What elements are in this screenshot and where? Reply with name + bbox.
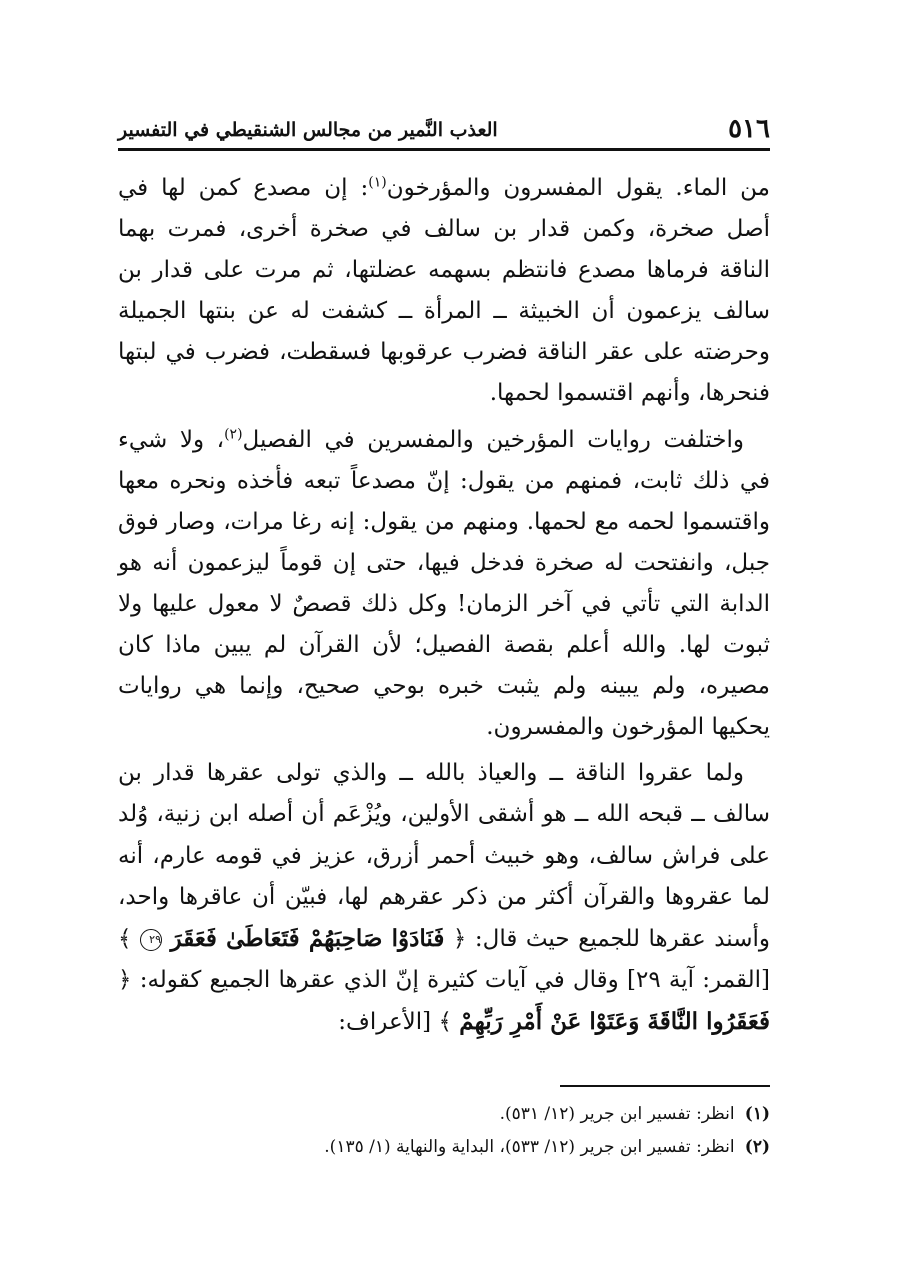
footnote-2 — [118, 1131, 770, 1164]
quran-bracket-open: ﴿ — [452, 925, 467, 952]
quran-bracket-close-2: ﴾ — [438, 1008, 452, 1035]
main-text — [118, 168, 770, 1043]
paragraph-1 — [118, 168, 770, 415]
paragraph-1-text-cont: : إن مصدع كمن لها في أصل صخرة، وكمن قدار بن سالف في صخرة أخرى، فمرت بهما الناقة فرماها مصدع فانتظم بسهمه عضلتها، ثم مرت على قدار بن سالف يزعمون أن الخبيثة ــ المرأة ــ كشفت له عن بنتها الجميلة وحرضته على عقر الناقة فضرب عرقوبها فسقطت، فضرب في لبتها فنحرها، وأنهم اقتسموا لحمها. — [118, 175, 770, 407]
footnote-2-number: (٢) — [744, 1137, 770, 1157]
paragraph-2 — [118, 420, 770, 749]
quran-verse-2: فَعَقَرُوا النَّاقَةَ وَعَتَوْا عَنْ أَمْرِ رَبِّهِمْ — [459, 1007, 770, 1035]
paragraph-3-text: ولما عقروا الناقة ــ والعياذ بالله ــ والذي تولى عقرها قدار بن سالف ــ قبحه الله ــ هو أشقى الأولين، ويُزْعَم أن أصله ابن زنية، وُلد على فراش سالف، وهو خبيث أحمر أزرق، عزيز في قومه عارم، أنه لما عقروها والقرآن أكثر من ذكر عقرهم لها، فبيّن أن عاقرها واحد، وأسند عقرها للجميع حيث قال: — [118, 760, 771, 952]
footnote-1 — [118, 1098, 770, 1131]
page-header — [118, 112, 770, 151]
paragraph-2-text-cont: ، ولا شيء في ذلك ثابت، فمنهم من يقول: إنّ مصدعاً تبعه فأخذه ونحره معها واقتسموا لحمه مع لحمها. ومنهم من يقول: إنه رغا مرات، وصار فوق جبل، وانفتحت له صخرة فدخل فيها، حتى إن قوماً ليزعمون أنه هو الدابة التي تأتي في آخر الزمان! وكل ذلك قصصٌ لا معول عليها ولا ثبوت لها. والله أعلم بقصة الفصيل؛ لأن القرآن لم يبين ماذا كان مصيره، ولم يبينه ولم يثبت خبره بوحي صحيح، وإنما هي روايات يحكيها المؤرخون والمفسرون. — [118, 426, 770, 741]
page-number: ٥١٦ — [728, 114, 770, 144]
quran-reference-1: [القمر: آية ٢٩] وقال في آيات كثيرة إنّ الذي عقرها الجميع كقوله: — [139, 966, 771, 993]
paragraph-3 — [118, 753, 770, 1043]
ayah-number-mark: ٢٩ — [140, 929, 162, 951]
running-title: العذب النَّمير من مجالس الشنقيطي في التفسير — [118, 119, 498, 141]
paragraph-1-text: من الماء. يقول المفسرون والمؤرخون — [386, 175, 770, 201]
footnotes — [118, 1098, 770, 1164]
quran-bracket-close: ﴾ — [118, 925, 132, 952]
footnote-2-text: انظر: تفسير ابن جرير (١٢/ ٥٣٣)، البداية والنهاية (١/ ١٣٥). — [324, 1137, 735, 1157]
footnote-1-number: (١) — [744, 1104, 770, 1124]
quran-reference-2: [الأعراف: — [338, 1008, 432, 1035]
footnote-separator — [560, 1085, 770, 1087]
quran-bracket-open-2: ﴿ — [118, 966, 132, 993]
footnote-1-text: انظر: تفسير ابن جرير (١٢/ ٥٣١). — [499, 1104, 735, 1124]
quran-verse-1: فَنَادَوْا صَاحِبَهُمْ فَتَعَاطَىٰ فَعَقَرَ — [170, 924, 445, 952]
footnote-ref-2: (٢) — [224, 425, 243, 442]
paragraph-2-text: واختلفت روايات المؤرخين والمفسرين في الفصيل — [242, 426, 744, 453]
footnote-ref-1: (١) — [368, 174, 387, 191]
